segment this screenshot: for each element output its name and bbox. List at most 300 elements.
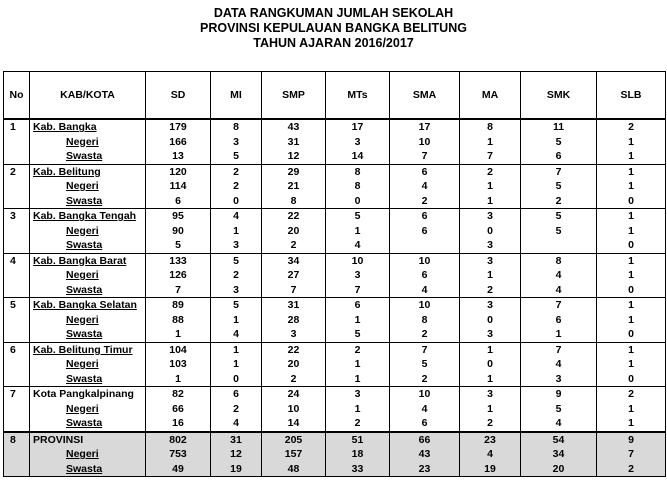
region-name-cell xyxy=(30,416,146,432)
value-ma: 3 xyxy=(460,253,521,268)
row-number: 5 xyxy=(4,298,30,313)
value-mi: 2 xyxy=(211,179,262,194)
value-mi: 5 xyxy=(211,253,262,268)
region-name-cell xyxy=(30,298,146,313)
table-row xyxy=(4,298,666,313)
value-sma: 43 xyxy=(390,447,460,462)
status-label: Negeri xyxy=(66,448,99,461)
region-name: PROVINSI xyxy=(33,433,84,446)
value-smk: 6 xyxy=(521,149,597,164)
value-sma: 7 xyxy=(390,149,460,164)
region-name-cell xyxy=(30,164,146,179)
region-name: Kab. Bangka Selatan xyxy=(33,299,137,312)
value-smp: 27 xyxy=(262,268,326,283)
value-ma: 3 xyxy=(460,298,521,313)
value-sma: 4 xyxy=(390,179,460,194)
status-label: Swasta xyxy=(66,239,103,252)
value-ma: 1 xyxy=(460,372,521,387)
region-name-cell xyxy=(30,149,146,164)
value-mi: 3 xyxy=(211,283,262,298)
value-slb: 0 xyxy=(597,372,666,387)
region-name-cell xyxy=(30,238,146,253)
value-mi: 8 xyxy=(211,119,262,135)
value-mi: 4 xyxy=(211,209,262,224)
value-ma: 0 xyxy=(460,357,521,372)
value-mts: 5 xyxy=(326,327,390,342)
value-slb: 1 xyxy=(597,164,666,179)
value-slb: 1 xyxy=(597,416,666,432)
table-body xyxy=(4,119,666,477)
value-mi: 1 xyxy=(211,313,262,328)
value-slb: 1 xyxy=(597,342,666,357)
value-mi: 4 xyxy=(211,416,262,432)
value-sma: 6 xyxy=(390,164,460,179)
value-mi: 3 xyxy=(211,238,262,253)
region-name: Kab. Bangka Tengah xyxy=(33,210,137,223)
row-number xyxy=(4,313,30,328)
value-mi: 3 xyxy=(211,135,262,150)
value-sma: 5 xyxy=(390,357,460,372)
school-count-table xyxy=(3,71,666,477)
value-smp: 24 xyxy=(262,387,326,402)
value-mts: 18 xyxy=(326,447,390,462)
value-smp: 2 xyxy=(262,372,326,387)
region-name-cell xyxy=(30,135,146,150)
value-smk: 5 xyxy=(521,224,597,239)
value-slb: 1 xyxy=(597,135,666,150)
row-number: 8 xyxy=(4,432,30,448)
value-mi: 31 xyxy=(211,432,262,448)
value-mi: 5 xyxy=(211,149,262,164)
value-ma: 2 xyxy=(460,416,521,432)
region-name-cell xyxy=(30,387,146,402)
region-name-cell xyxy=(30,179,146,194)
value-sd: 133 xyxy=(146,253,211,268)
region-name-cell xyxy=(30,402,146,417)
row-number xyxy=(4,194,30,209)
value-sd: 114 xyxy=(146,179,211,194)
table-subrow xyxy=(4,149,666,164)
value-smk: 54 xyxy=(521,432,597,448)
value-smk: 4 xyxy=(521,283,597,298)
status-label: Swasta xyxy=(66,328,103,341)
value-ma: 1 xyxy=(460,179,521,194)
row-number xyxy=(4,224,30,239)
value-mts: 2 xyxy=(326,342,390,357)
status-label: Negeri xyxy=(66,224,99,237)
region-name-cell xyxy=(30,209,146,224)
value-sd: 179 xyxy=(146,119,211,135)
value-slb: 1 xyxy=(597,224,666,239)
status-label: Swasta xyxy=(66,150,103,163)
value-sma xyxy=(390,238,460,253)
value-smp: 29 xyxy=(262,164,326,179)
value-sd: 13 xyxy=(146,149,211,164)
title-line-3: TAHUN AJARAN 2016/2017 xyxy=(253,36,414,50)
region-name-cell xyxy=(30,194,146,209)
row-number xyxy=(4,447,30,462)
table-subrow xyxy=(4,283,666,298)
value-sma: 10 xyxy=(390,387,460,402)
value-smk: 34 xyxy=(521,447,597,462)
value-ma: 1 xyxy=(460,268,521,283)
value-mi: 2 xyxy=(211,402,262,417)
value-smk: 4 xyxy=(521,268,597,283)
header-no: No xyxy=(4,72,30,120)
value-mts: 1 xyxy=(326,313,390,328)
table-row xyxy=(4,342,666,357)
region-name: Kab. Belitung Timur xyxy=(33,343,133,356)
value-sma: 10 xyxy=(390,135,460,150)
row-number: 4 xyxy=(4,253,30,268)
value-smp: 22 xyxy=(262,342,326,357)
value-mts: 1 xyxy=(326,402,390,417)
value-sd: 753 xyxy=(146,447,211,462)
value-mts: 6 xyxy=(326,298,390,313)
value-smp: 12 xyxy=(262,149,326,164)
value-sd: 66 xyxy=(146,402,211,417)
region-name-cell xyxy=(30,119,146,135)
table-row xyxy=(4,209,666,224)
table-subrow xyxy=(4,327,666,342)
row-number xyxy=(4,402,30,417)
row-number xyxy=(4,238,30,253)
value-smp: 28 xyxy=(262,313,326,328)
value-slb: 0 xyxy=(597,283,666,298)
region-name-cell xyxy=(30,372,146,387)
status-label: Swasta xyxy=(66,372,103,385)
row-number xyxy=(4,135,30,150)
region-name-cell xyxy=(30,224,146,239)
header-sma: SMA xyxy=(390,72,460,120)
region-name-cell xyxy=(30,447,146,462)
value-mts: 1 xyxy=(326,372,390,387)
row-number xyxy=(4,416,30,432)
value-sd: 104 xyxy=(146,342,211,357)
value-sma: 4 xyxy=(390,283,460,298)
value-mi: 1 xyxy=(211,357,262,372)
value-sd: 166 xyxy=(146,135,211,150)
header-slb: SLB xyxy=(597,72,666,120)
value-smp: 31 xyxy=(262,135,326,150)
row-number xyxy=(4,268,30,283)
value-smk: 5 xyxy=(521,179,597,194)
value-smp: 8 xyxy=(262,194,326,209)
value-ma: 1 xyxy=(460,194,521,209)
value-sd: 120 xyxy=(146,164,211,179)
value-ma: 4 xyxy=(460,447,521,462)
table-row xyxy=(4,119,666,135)
value-smp: 22 xyxy=(262,209,326,224)
status-label: Negeri xyxy=(66,269,99,282)
value-slb: 2 xyxy=(597,119,666,135)
table-subrow xyxy=(4,194,666,209)
table-subrow xyxy=(4,372,666,387)
value-smk: 7 xyxy=(521,342,597,357)
value-ma: 3 xyxy=(460,327,521,342)
table-subrow xyxy=(4,462,666,477)
value-mts: 2 xyxy=(326,416,390,432)
value-sd: 126 xyxy=(146,268,211,283)
row-number: 2 xyxy=(4,164,30,179)
table-subrow xyxy=(4,179,666,194)
row-number xyxy=(4,179,30,194)
region-name: Kab. Belitung xyxy=(33,165,101,178)
value-smp: 10 xyxy=(262,402,326,417)
value-smp: 157 xyxy=(262,447,326,462)
value-mts: 33 xyxy=(326,462,390,477)
value-smp: 34 xyxy=(262,253,326,268)
region-name: Kab. Bangka Barat xyxy=(33,254,127,267)
value-sma: 10 xyxy=(390,253,460,268)
value-mi: 1 xyxy=(211,342,262,357)
status-label: Swasta xyxy=(66,283,103,296)
value-smk: 4 xyxy=(521,416,597,432)
value-mi: 4 xyxy=(211,327,262,342)
value-ma: 8 xyxy=(460,119,521,135)
row-number: 7 xyxy=(4,387,30,402)
value-smp: 21 xyxy=(262,179,326,194)
header-sd: SD xyxy=(146,72,211,120)
value-sma: 10 xyxy=(390,298,460,313)
value-mts: 5 xyxy=(326,209,390,224)
value-slb: 0 xyxy=(597,238,666,253)
value-slb: 0 xyxy=(597,327,666,342)
value-sma: 17 xyxy=(390,119,460,135)
row-number: 1 xyxy=(4,119,30,135)
value-ma: 2 xyxy=(460,283,521,298)
row-number xyxy=(4,357,30,372)
value-slb: 1 xyxy=(597,268,666,283)
value-sd: 89 xyxy=(146,298,211,313)
table-subrow xyxy=(4,224,666,239)
value-sd: 802 xyxy=(146,432,211,448)
region-name-cell xyxy=(30,313,146,328)
value-sd: 90 xyxy=(146,224,211,239)
value-sd: 1 xyxy=(146,327,211,342)
table-subrow xyxy=(4,268,666,283)
value-mts: 51 xyxy=(326,432,390,448)
table-subrow xyxy=(4,313,666,328)
region-name-cell xyxy=(30,432,146,448)
value-sma: 6 xyxy=(390,416,460,432)
value-smk: 20 xyxy=(521,462,597,477)
value-ma: 1 xyxy=(460,402,521,417)
value-slb: 7 xyxy=(597,447,666,462)
region-name-cell xyxy=(30,342,146,357)
value-sd: 7 xyxy=(146,283,211,298)
value-mi: 0 xyxy=(211,372,262,387)
value-smk: 4 xyxy=(521,357,597,372)
value-mts: 17 xyxy=(326,119,390,135)
region-name-cell xyxy=(30,462,146,477)
value-mts: 3 xyxy=(326,387,390,402)
value-smp: 14 xyxy=(262,416,326,432)
header-kab-kota: KAB/KOTA xyxy=(30,72,146,120)
table-row xyxy=(4,387,666,402)
value-ma: 23 xyxy=(460,432,521,448)
value-smp: 31 xyxy=(262,298,326,313)
value-slb: 0 xyxy=(597,194,666,209)
status-label: Negeri xyxy=(66,358,99,371)
value-sd: 82 xyxy=(146,387,211,402)
row-number: 3 xyxy=(4,209,30,224)
value-sma: 2 xyxy=(390,372,460,387)
table-subrow xyxy=(4,402,666,417)
value-smk: 8 xyxy=(521,253,597,268)
value-smk: 6 xyxy=(521,313,597,328)
row-number xyxy=(4,283,30,298)
status-label: Swasta xyxy=(66,462,103,475)
region-name-cell xyxy=(30,283,146,298)
value-slb: 1 xyxy=(597,357,666,372)
value-mts: 10 xyxy=(326,253,390,268)
title-line-1: DATA RANGKUMAN JUMLAH SEKOLAH xyxy=(213,6,454,20)
value-mts: 1 xyxy=(326,224,390,239)
region-name-cell xyxy=(30,253,146,268)
value-ma: 3 xyxy=(460,387,521,402)
value-slb: 2 xyxy=(597,387,666,402)
value-slb: 2 xyxy=(597,462,666,477)
title-line-2: PROVINSI KEPULAUAN BANGKA BELITUNG xyxy=(200,21,467,35)
value-smk: 2 xyxy=(521,194,597,209)
value-slb: 9 xyxy=(597,432,666,448)
value-smp: 205 xyxy=(262,432,326,448)
table-row xyxy=(4,164,666,179)
value-sma: 2 xyxy=(390,194,460,209)
value-smp: 43 xyxy=(262,119,326,135)
value-ma: 3 xyxy=(460,238,521,253)
report-title xyxy=(0,6,667,51)
value-sd: 5 xyxy=(146,238,211,253)
status-label: Swasta xyxy=(66,417,103,430)
value-sd: 103 xyxy=(146,357,211,372)
region-name: Kab. Bangka xyxy=(33,121,97,134)
value-sma: 6 xyxy=(390,268,460,283)
value-smk xyxy=(521,238,597,253)
value-smp: 48 xyxy=(262,462,326,477)
value-smk: 11 xyxy=(521,119,597,135)
value-smk: 5 xyxy=(521,209,597,224)
header-ma: MA xyxy=(460,72,521,120)
region-name-cell xyxy=(30,268,146,283)
value-sma: 2 xyxy=(390,327,460,342)
value-mts: 1 xyxy=(326,357,390,372)
status-label: Negeri xyxy=(66,402,99,415)
row-number xyxy=(4,462,30,477)
value-mi: 5 xyxy=(211,298,262,313)
value-sma: 66 xyxy=(390,432,460,448)
header-smp: SMP xyxy=(262,72,326,120)
value-mts: 7 xyxy=(326,283,390,298)
value-slb: 1 xyxy=(597,402,666,417)
value-ma: 1 xyxy=(460,342,521,357)
value-smk: 1 xyxy=(521,327,597,342)
value-slb: 1 xyxy=(597,179,666,194)
value-ma: 0 xyxy=(460,313,521,328)
value-mts: 4 xyxy=(326,238,390,253)
value-mi: 0 xyxy=(211,194,262,209)
value-mi: 2 xyxy=(211,268,262,283)
value-sma: 6 xyxy=(390,209,460,224)
status-label: Negeri xyxy=(66,135,99,148)
value-smp: 2 xyxy=(262,238,326,253)
header-mi: MI xyxy=(211,72,262,120)
header-row xyxy=(4,72,666,120)
header-mts: MTs xyxy=(326,72,390,120)
value-mts: 3 xyxy=(326,268,390,283)
table-row xyxy=(4,432,666,448)
table-row xyxy=(4,253,666,268)
table-subrow xyxy=(4,416,666,432)
value-sd: 95 xyxy=(146,209,211,224)
value-sd: 6 xyxy=(146,194,211,209)
value-ma: 2 xyxy=(460,164,521,179)
region-name: Kota Pangkalpinang xyxy=(33,388,134,401)
value-ma: 7 xyxy=(460,149,521,164)
value-smp: 20 xyxy=(262,357,326,372)
region-name-cell xyxy=(30,357,146,372)
region-name-cell xyxy=(30,327,146,342)
value-smk: 5 xyxy=(521,135,597,150)
value-sd: 88 xyxy=(146,313,211,328)
row-number: 6 xyxy=(4,342,30,357)
status-label: Negeri xyxy=(66,313,99,326)
value-smp: 7 xyxy=(262,283,326,298)
table-subrow xyxy=(4,135,666,150)
value-ma: 19 xyxy=(460,462,521,477)
value-mts: 8 xyxy=(326,179,390,194)
value-ma: 1 xyxy=(460,135,521,150)
value-sd: 49 xyxy=(146,462,211,477)
value-slb: 1 xyxy=(597,209,666,224)
status-label: Swasta xyxy=(66,194,103,207)
value-sma: 4 xyxy=(390,402,460,417)
status-label: Negeri xyxy=(66,180,99,193)
value-sma: 6 xyxy=(390,224,460,239)
value-sma: 7 xyxy=(390,342,460,357)
value-sma: 23 xyxy=(390,462,460,477)
value-smk: 7 xyxy=(521,164,597,179)
value-smk: 3 xyxy=(521,372,597,387)
value-slb: 1 xyxy=(597,313,666,328)
value-smp: 3 xyxy=(262,327,326,342)
value-slb: 1 xyxy=(597,298,666,313)
row-number xyxy=(4,327,30,342)
value-mts: 3 xyxy=(326,135,390,150)
value-mi: 2 xyxy=(211,164,262,179)
value-mts: 14 xyxy=(326,149,390,164)
value-mi: 12 xyxy=(211,447,262,462)
table-subrow xyxy=(4,447,666,462)
value-ma: 0 xyxy=(460,224,521,239)
value-slb: 1 xyxy=(597,149,666,164)
value-mts: 0 xyxy=(326,194,390,209)
value-mts: 8 xyxy=(326,164,390,179)
value-smk: 9 xyxy=(521,387,597,402)
value-smp: 20 xyxy=(262,224,326,239)
value-sd: 16 xyxy=(146,416,211,432)
value-mi: 1 xyxy=(211,224,262,239)
row-number xyxy=(4,372,30,387)
value-smk: 5 xyxy=(521,402,597,417)
value-sd: 1 xyxy=(146,372,211,387)
value-smk: 7 xyxy=(521,298,597,313)
value-slb: 1 xyxy=(597,253,666,268)
value-sma: 8 xyxy=(390,313,460,328)
row-number xyxy=(4,149,30,164)
value-ma: 3 xyxy=(460,209,521,224)
